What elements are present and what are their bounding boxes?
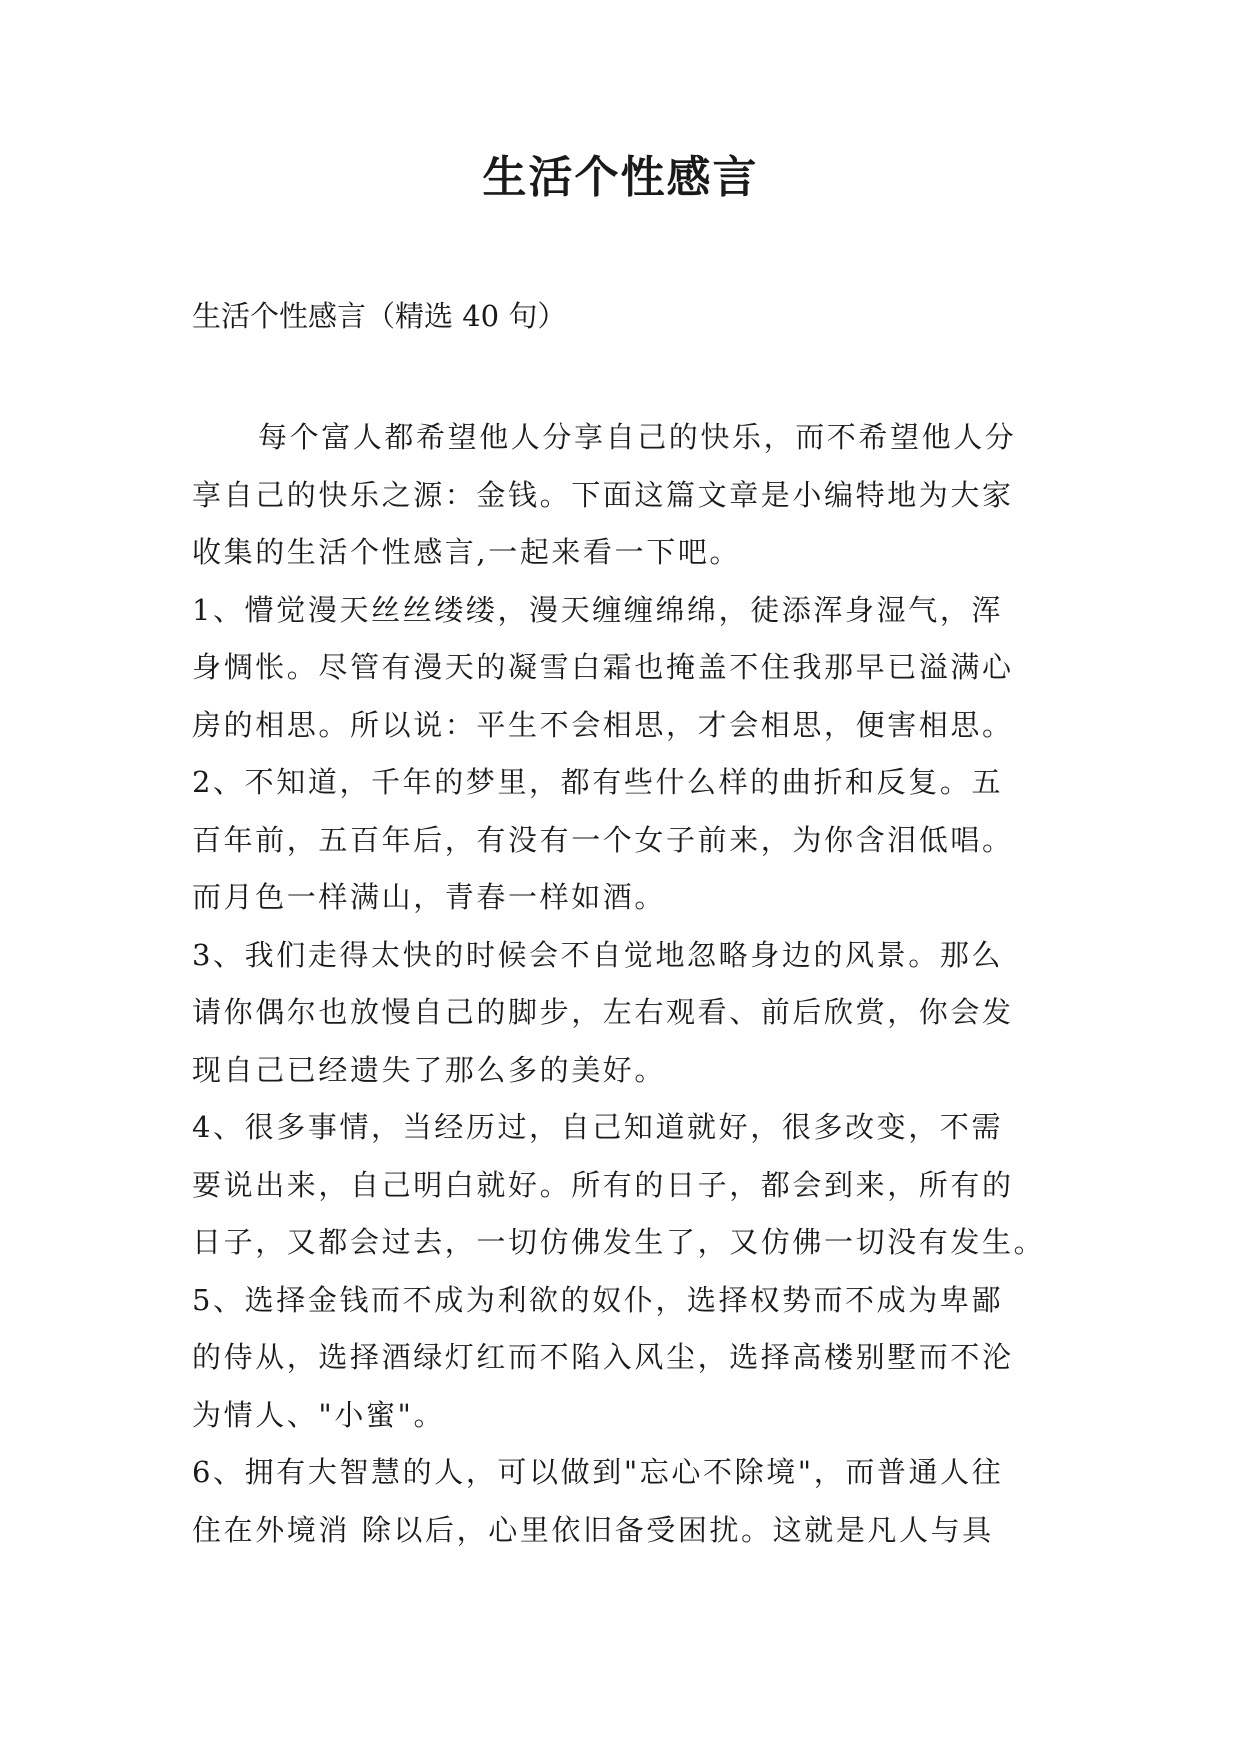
quote-line: 住在外境消 除以后，心里依旧备受困扰。这就是凡人与具: [192, 1512, 994, 1547]
quote-line: 房的相思。所以说：平生不会相思，才会相思，便害相思。: [192, 707, 1014, 742]
paragraph-line: 每个富人都希望他人分享自己的快乐，而不希望他人分: [258, 420, 1017, 454]
quote-line: 现自己已经遗失了那么多的美好。: [192, 1052, 667, 1087]
paragraph-line: 收集的生活个性感言,一起来看一下吧。: [192, 535, 742, 569]
quote-line: 百年前，五百年后，有没有一个女子前来，为你含泪低唱。: [192, 822, 1014, 857]
quote-line: 为情人、"小蜜"。: [192, 1397, 446, 1432]
paragraph-line: 享自己的快乐之源：金钱。下面这篇文章是小编特地为大家: [192, 477, 1014, 512]
quote-line: 的侍从，选择酒绿灯红而不陷入风尘，选择高楼别墅而不沦: [192, 1340, 1014, 1374]
quote-line: 身惆怅。尽管有漫天的凝雪白霜也掩盖不住我那早已溢满心: [192, 650, 1014, 684]
page-title: 生活个性感言: [482, 152, 759, 203]
quote-line: 而月色一样满山，青春一样如酒。: [192, 880, 667, 914]
quote-line: 要说出来，自己明白就好。所有的日子，都会到来，所有的: [192, 1167, 1014, 1202]
quote-line: 6、拥有大智慧的人，可以做到"忘心不除境"，而普通人往: [192, 1455, 1004, 1489]
quote-line: 日子，又都会过去，一切仿佛发生了，又仿佛一切没有发生。: [192, 1225, 1046, 1259]
document-subtitle: 生活个性感言（精选 40 句）: [192, 299, 567, 333]
quote-line: 3、我们走得太快的时候会不自觉地忽略身边的风景。那么: [192, 937, 1004, 972]
quote-line: 4、很多事情，当经历过，自己知道就好，很多改变，不需: [192, 1110, 1004, 1144]
quote-line: 2、不知道，千年的梦里，都有些什么样的曲折和反复。五: [192, 765, 1004, 799]
quote-line: 5、选择金钱而不成为利欲的奴仆，选择权势而不成为卑鄙: [192, 1282, 1004, 1317]
quote-line: 请你偶尔也放慢自己的脚步，左右观看、前后欣赏，你会发: [192, 995, 1014, 1029]
quote-line: 1、懵觉漫天丝丝缕缕，漫天缠缠绵绵，徒添浑身湿气，浑: [192, 592, 1004, 627]
body-text: [192, 409, 1082, 1559]
